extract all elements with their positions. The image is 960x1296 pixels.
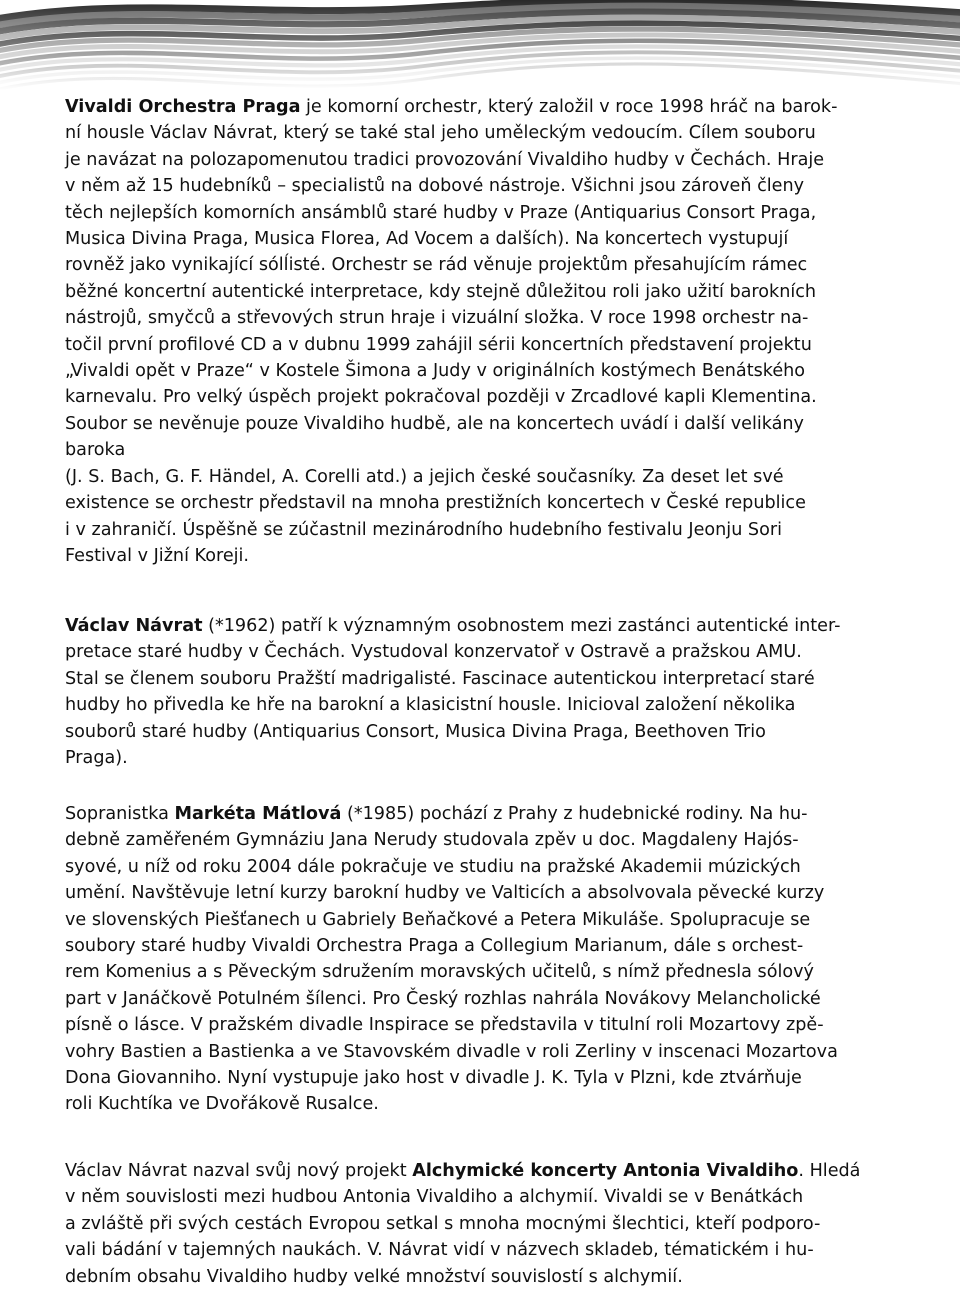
line-3-12: roli Kuchtíka ve Dvořákově Rusalce. xyxy=(65,1094,379,1115)
line-3-3: syové, u níž od roku 2004 dále pokračuje ve studiu na pražské Akademii múzických xyxy=(65,856,801,877)
marketa-matlova-name: Markéta Mátlová xyxy=(174,804,342,824)
line-2-4: hudby ho přivedla ke hře na barokní a klasicistní housle. Inicioval založení několika xyxy=(65,695,796,716)
line-3-7: rem Komenius a s Pěveckým sdružením moravských učitelů, s nímž přednesla sólový xyxy=(65,962,814,983)
line-4-4: vali bádání v tajemných naukách. V. Návrat vidí v názvech skladeb, tématickém i hu- xyxy=(65,1240,814,1261)
soprano-lead: Sopranistka xyxy=(65,804,175,824)
line-4-3: a zvláště při svých cestách Evropou setkal s mnoha mocnými šlechtici, kteří podporo- xyxy=(65,1213,821,1234)
line-1-7: rovněž jako vynikající sólĺisté. Orchestr se rád věnuje projektům přesahujícím rámec xyxy=(65,255,808,276)
line-4-1: . Hledá xyxy=(798,1161,861,1181)
paragraph-marketa-matlova xyxy=(65,801,895,1118)
paragraph-vaclav-navrat xyxy=(65,613,895,771)
line-4-2: v něm souvislosti mezi hudbou Antonia Vivaldiho a alchymií. Vivaldi se v Benátkách xyxy=(65,1187,804,1208)
line-2-3: Stal se členem souboru Pražští madrigalisté. Fascinace autentickou interpretací staré xyxy=(65,668,815,689)
line-1-8: běžné koncertní autentické interpretace, kdy stejně důležitou roli jako užití barokních xyxy=(65,281,817,302)
line-1-17: i v zahraničí. Úspěšně se zúčastnil mezinárodního hudebního festivalu Jeonju Sori xyxy=(65,519,782,540)
line-3-4: umění. Navštěvuje letní kurzy barokní hudby ve Valticích a absolvovala pěvecké kurzy xyxy=(65,883,825,904)
line-1-12: karnevalu. Pro velký úspěch projekt pokračoval později v Zrcadlové kapli Klementina. xyxy=(65,387,817,408)
line-3-9: písně o lásce. V pražském divadle Inspirace se představila v titulní roli Mozartovy zpě- xyxy=(65,1015,824,1036)
line-2-2: pretace staré hudby v Čechách. Vystudoval konzervatoř v Ostravě a pražskou AMU. xyxy=(65,642,802,663)
line-1-16: existence se orchestr představil na mnoha prestižních koncertech v České republice xyxy=(65,493,806,514)
line-2-1: (*1962) patří k významným osobnostem mezi zastánci autentické inter- xyxy=(202,616,841,636)
header-wave-decoration xyxy=(0,0,960,90)
line-3-2: debně zaměřeném Gymnáziu Jana Nerudy studovala zpěv u doc. Magdaleny Hajós- xyxy=(65,830,799,851)
project-name: Alchymické koncerty Antonia Vivaldiho xyxy=(412,1161,799,1181)
line-1-1: je komorní orchestr, který založil v roce 1998 hráč na barok- xyxy=(300,97,838,117)
line-2-5: souborů staré hudby (Antiquarius Consort, Musica Divina Praga, Beethoven Trio xyxy=(65,721,766,742)
line-4-5: debním obsahu Vivaldiho hudby velké množství souvislostí s alchymií. xyxy=(65,1266,683,1287)
line-2-6: Praga). xyxy=(65,748,128,769)
line-3-10: vohry Bastien a Bastienka a ve Stavovském divadle v roli Zerliny v inscenaci Mozartova xyxy=(65,1041,838,1062)
line-1-9: nástrojů, smyčců a střevových strun hraje i vizuální složka. V roce 1998 orchestr na- xyxy=(65,308,809,329)
paragraph-alchemy-project xyxy=(65,1158,895,1290)
line-1-11: „Vivaldi opět v Praze“ v Kostele Šimona a Judy v originálních kostýmech Benátského xyxy=(65,361,806,382)
line-1-14: baroka xyxy=(65,440,126,461)
paragraph-orchestra xyxy=(65,94,895,569)
line-1-2: ní housle Václav Návrat, který se také stal jeho uměleckým vedoucím. Cílem souboru xyxy=(65,123,816,144)
line-1-5: těch nejlepších komorních ansámblů staré hudby v Praze (Antiquarius Consort Praga, xyxy=(65,202,817,223)
line-1-4: v něm až 15 hudebníků – specialistů na dobové nástroje. Všichni jsou zároveň členy xyxy=(65,176,805,197)
vaclav-navrat-name: Václav Návrat xyxy=(65,616,203,636)
orchestra-name: Vivaldi Orchestra Praga xyxy=(65,97,301,117)
line-1-13: Soubor se nevěnuje pouze Vivaldiho hudbě, ale na koncertech uvádí i další velikány xyxy=(65,413,804,434)
line-3-5: ve slovenských Piešťanech u Gabriely Beňačkové a Petera Mikuláše. Spolupracuje se xyxy=(65,909,811,930)
project-lead: Václav Návrat nazval svůj nový projekt xyxy=(65,1161,413,1181)
line-1-18: Festival v Jižní Koreji. xyxy=(65,545,250,566)
line-3-8: part v Janáčkově Potulném šílenci. Pro Český rozhlas nahrála Novákovy Melancholické xyxy=(65,988,821,1009)
line-1-3: je navázat na polozapomenutou tradici provozování Vivaldiho hudby v Čechách. Hraje xyxy=(65,149,825,170)
line-1-6: Musica Divina Praga, Musica Florea, Ad Vocem a dalších). Na koncertech vystupují xyxy=(65,229,789,250)
line-3-1: (*1985) pochází z Prahy z hudebnické rodiny. Na hu- xyxy=(341,804,808,824)
line-1-15: (J. S. Bach, G. F. Händel, A. Corelli atd.) a jejich české současníky. Za deset let své xyxy=(65,466,784,487)
line-3-11: Dona Giovanniho. Nyní vystupuje jako host v divadle J. K. Tyla v Plzni, kde ztvárňuje xyxy=(65,1068,802,1089)
line-1-10: točil první profilové CD a v dubnu 1999 zahájil sérii koncertních představení projektu xyxy=(65,334,812,355)
line-3-6: soubory staré hudby Vivaldi Orchestra Praga a Collegium Marianum, dále s orchest- xyxy=(65,936,804,957)
